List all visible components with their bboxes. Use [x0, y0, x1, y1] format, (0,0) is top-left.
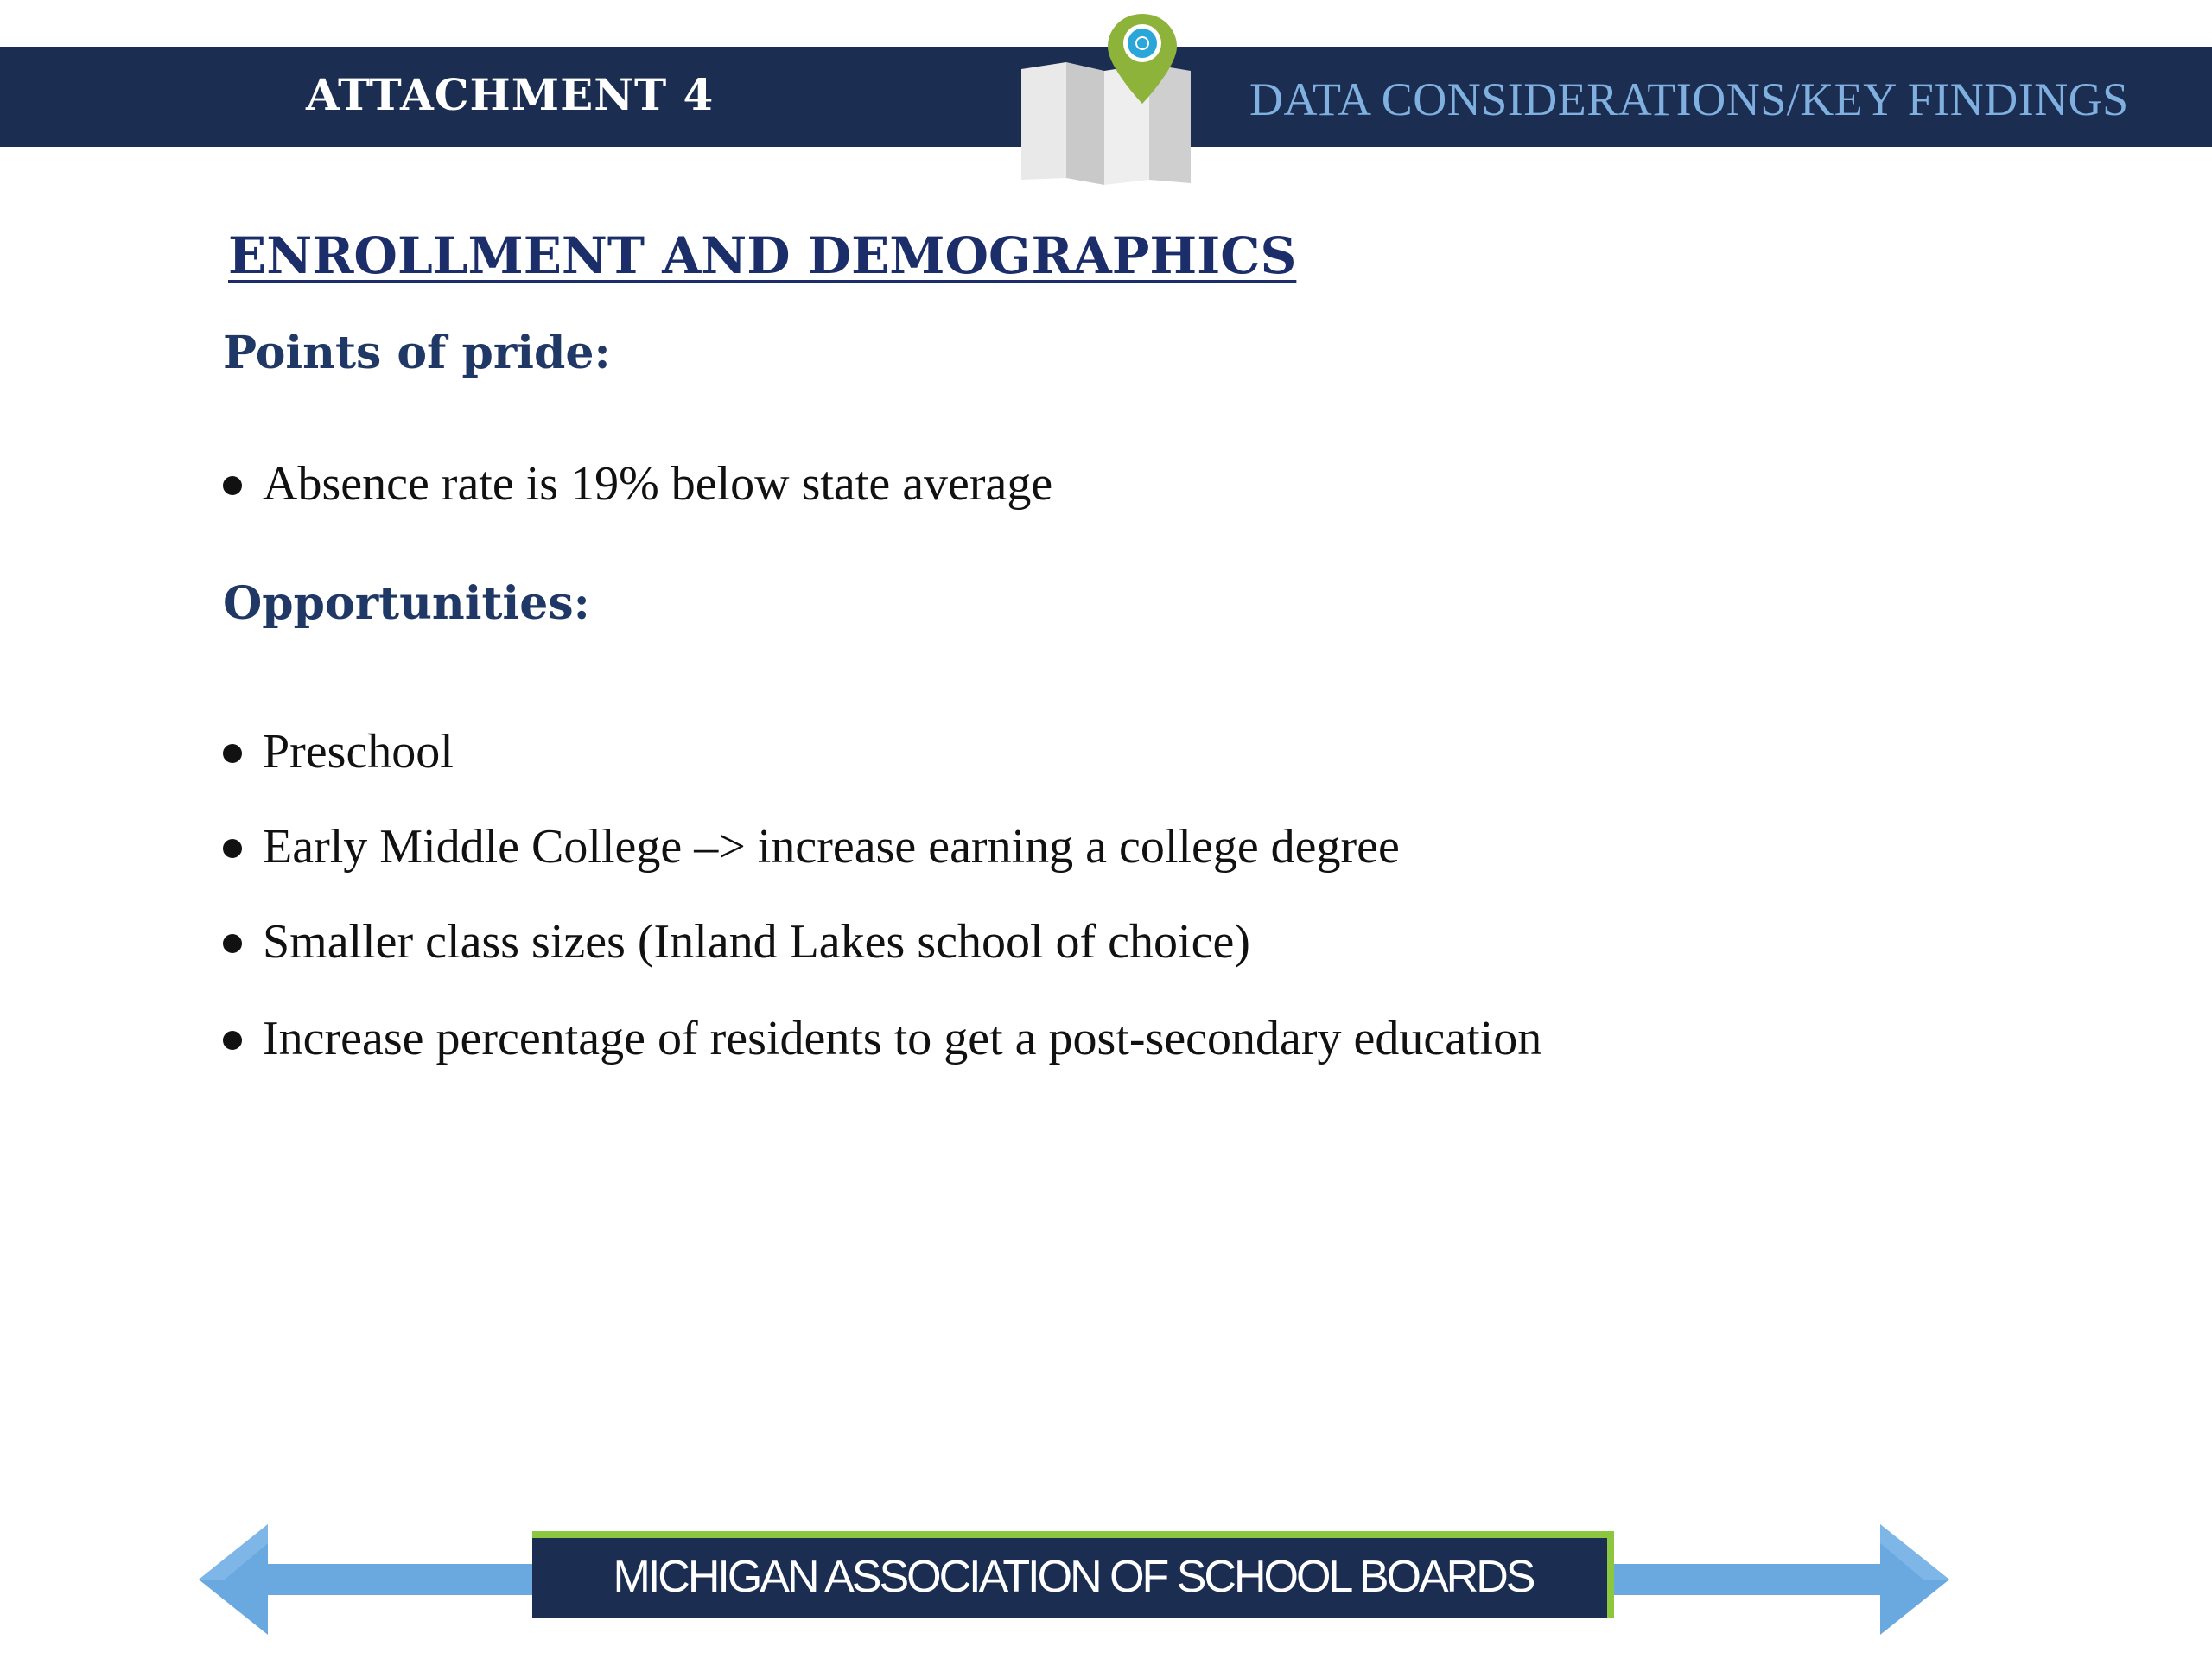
- list-item-text: Early Middle College –> increase earning a college degree: [263, 820, 1400, 874]
- list-item: [223, 819, 1400, 874]
- bullet-icon: [223, 934, 242, 953]
- map-pin-icon: [1013, 7, 1203, 185]
- list-item-text: Smaller class sizes (Inland Lakes school of choice): [263, 915, 1250, 969]
- bullet-icon: [223, 744, 242, 763]
- list-item-text: Absence rate is 19% below state average: [263, 457, 1053, 511]
- list-item: [223, 456, 1052, 512]
- list-item: [223, 1011, 1541, 1066]
- section-title: ENROLLMENT AND DEMOGRAPHICS: [228, 226, 1297, 285]
- list-item-text: Increase percentage of residents to get a post-secondary education: [263, 1012, 1542, 1065]
- header-section-title: DATA CONSIDERATIONS/KEY FINDINGS: [1249, 73, 2129, 125]
- organization-name: MICHIGAN ASSOCIATION OF SCHOOL BOARDS: [613, 1552, 1534, 1602]
- attachment-label: ATTACHMENT 4: [306, 69, 715, 120]
- list-item: [223, 724, 454, 779]
- list-item-text: Preschool: [263, 725, 454, 779]
- bullet-icon: [223, 839, 242, 858]
- bullet-icon: [223, 476, 242, 495]
- bullet-icon: [223, 1031, 242, 1050]
- points-of-pride-heading: Points of pride:: [223, 327, 611, 379]
- opportunities-heading: Opportunities:: [223, 577, 590, 630]
- list-item: [223, 914, 1250, 969]
